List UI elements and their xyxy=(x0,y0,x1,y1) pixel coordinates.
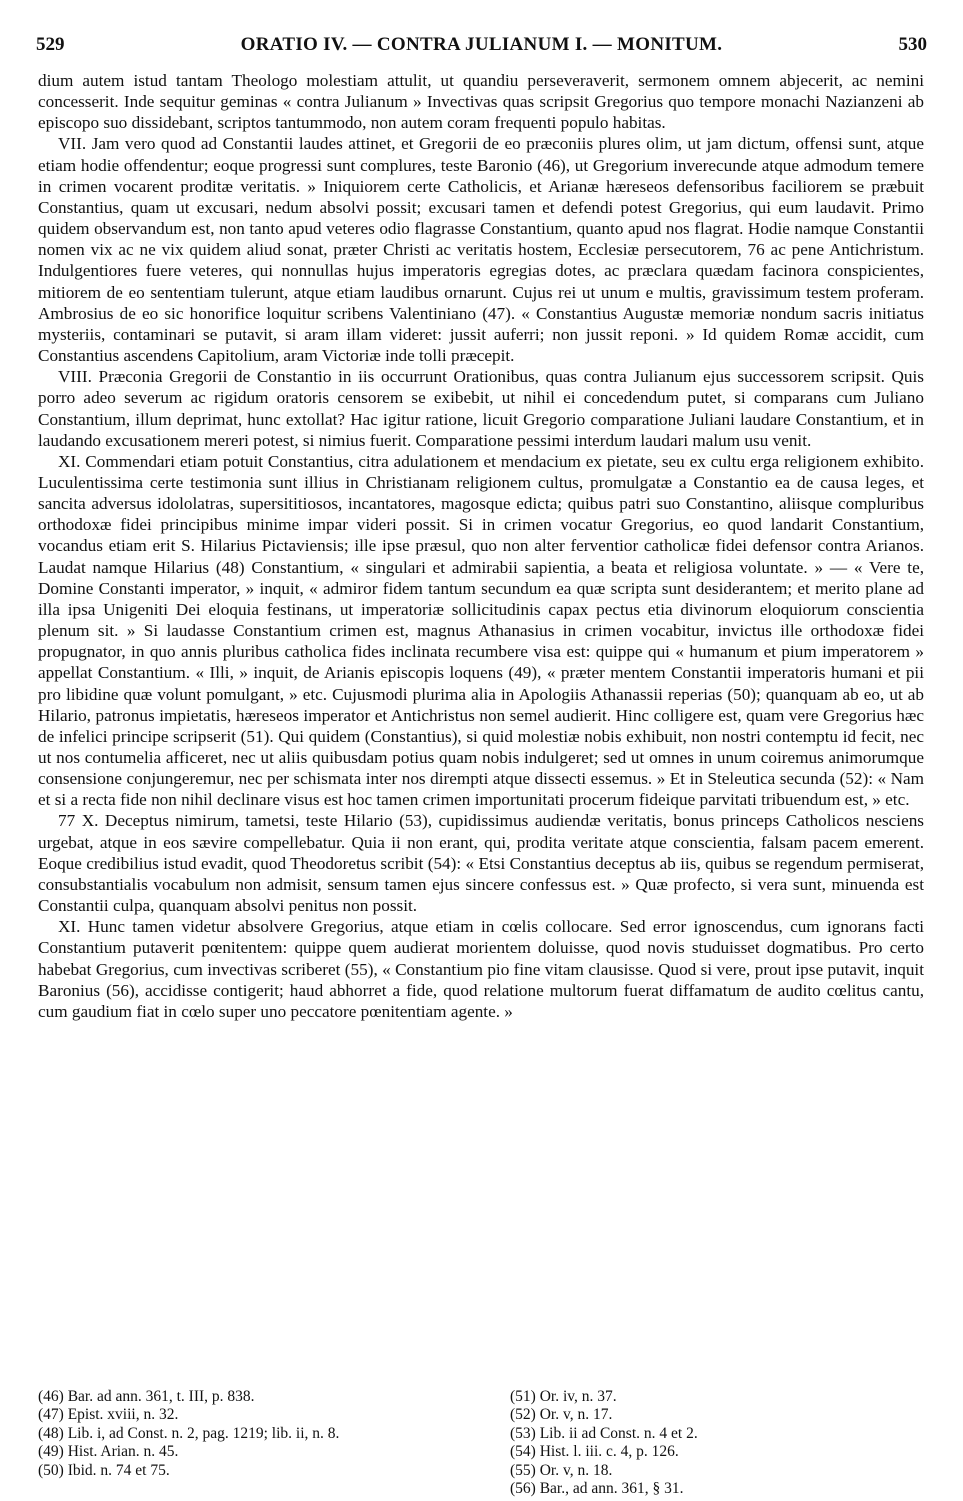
running-title: ORATIO IV. — CONTRA JULIANUM I. — MONITUM. xyxy=(240,34,723,55)
footnote: (56) Bar., ad ann. 361, § 31. xyxy=(510,1480,684,1498)
paragraph: VIII. Præconia Gregorii de Constantio in iis occurrunt Orationibus, quas contra Julianum ejus successorem scripsit. Quis porro adeo severum ac rigidum oratoris censorem se exibebit, ut nihil ei concedendum putet, si comparans cum Juliano Constantium, illum deprimat, hunc extollat? Hac igitur ratione, licuit Gregorio comparatione Juliani laudare Constantium, et in laudando excusationem mereri potest, si nimius fuerit. Comparatione pessimi interdum laudari malum usu venit. xyxy=(38,367,924,450)
paragraph: dium autem istud tantam Theologo molestiam attulit, ut quandiu perseveraverit, sermonem omnem abjecerit, ac nemini concesserit. Inde sequitur geminas « contra Julianum » Invectivas quas scripsit Gregorius quo tempore monachi Nazianzeni ab episcopo suo dissidebant, scriptos tantummodo, non autem coram frequenti populo habitas. xyxy=(38,71,924,133)
footnote: (53) Lib. ii ad Const. n. 4 et 2. xyxy=(510,1424,698,1442)
main-text xyxy=(38,70,924,1022)
footnote: (51) Or. iv, n. 37. xyxy=(510,1388,617,1405)
page-header xyxy=(36,34,927,58)
footnote: (46) Bar. ad ann. 361, t. III, p. 838. xyxy=(38,1388,255,1405)
footnotes-right-column xyxy=(510,1388,924,1498)
paragraph: XI. Commendari etiam potuit Constantius, citra adulationem et mendacium ex pietate, seu ex cultu erga religionem exhibito. Luculentissima certe testimonia sunt illius in Christianam religionem cultus, promulgatæ a Constantio ea de causa leges, et sancita adversus idololatras, supersititiosos, incantatores, magosque edicta; quibus patri suo Constantino, aliisque compluribus orthodoxæ fidei principibus minime impar videri possit. Si in crimen vocatur Gregorius, eo quod landarit Constantium, vocandus etiam erit S. Hilarius Pictaviensis; ille ipse præsul, quo non alter ferventior catholicæ fidei defensor contra Arianos. Laudat namque Hilarius (48) Constantium, « singulari et admirabii sapientia, a beata et religiosa voluntate. » — « Vere te, Domine Constanti imperator, » inquit, « admiror fidem tantum secundum ea quæ scripta sunt desiderantem; et merito plane ad illa ipsa Unigeniti Dei eloquia festinans, ut imperatoriæ sollicitudinis capax pectus etia divinorum eloquiorum conscientia plenum sit. » Si laudasse Constantium crimen est, magnus Athanasius in crimen vocabitur, invictus ille orthodoxæ fidei propugnator, in quo annis pluribus catholica fides inclinata recumbere visa est: quippe qui « humanum et pium imperatorem » appellat Constantium. « Illi, » inquit, de Arianis episcopis loquens (49), « præter mentem Constantii imperatoris humani et pii pro libidine quæ volunt pomulgant, » etc. Cujusmodi plurima alia in Apologiis Athanassii reperias (50); quanquam ab eo, ut ab Hilario, patronus impietatis, hæreseos imperator et Antichristus non semel audierit. Hinc colligere est, quam vere Gregorius hæc de infelici principe scripserit (51). Qui quidem (Constantius), si quid molestiæ nobis exhibuit, non nostri contemptu id fecit, nec ut nos contumelia afficeret, nec ut aliis quibusdam potius quam nobis indulgeret; sed ut omnes in unum coiremus animorumque consensione conjungeremur, nec per schismata inter nos dirempti atque dissecti essemus. » Et in Steleutica secunda (52): « Nam et si a recta fide non nihil declinare visus est hoc tamen crimen importunitati procerum fideique parvitati tribuendum est, » etc. xyxy=(38,451,924,810)
footnote: (54) Hist. l. iii. c. 4, p. 126. xyxy=(510,1443,679,1461)
footnote: (50) Ibid. n. 74 et 75. xyxy=(38,1461,170,1479)
page-number-left: 529 xyxy=(36,34,65,55)
page-number-right: 530 xyxy=(898,34,927,55)
footnote: (49) Hist. Arian. n. 45. xyxy=(38,1443,179,1461)
paragraph: XI. Hunc tamen videtur absolvere Gregorius, atque etiam in cœlis collocare. Sed error ignoscendus, cum ignorans facti Constantium putaverit pœnitentem: quippe quem audierat morientem doluisse, quod novis studuisset dogmatibus. Pro certo habebat Gregorius, cum invectivas scriberet (55), « Constantium pio fine vitam clausisse. Quod si vere, prout ipse putavit, inquit Baronius (56), accidisse contigerit; haud abhorret a fide, quod relatione multorum fuerat diffamatum de audito cœlitus cantu, cum gaudium fiat in cœlo super uno peccatore pœnitentiam agente. » xyxy=(38,917,924,1021)
footnotes-left-column xyxy=(38,1388,478,1480)
paragraph: 77 X. Deceptus nimirum, tametsi, teste Hilario (53), cupidissimus audiendæ veritatis, bonus princeps Catholicos nesciens urgebat, atque in eos sævire compellebatur. Quia ii non erant, qui, prodita veritate atque conscientia, falsam pacem emerent. Eoque credibilius istud evadit, quod Theodoretus scribit (54): « Etsi Constantius deceptus ab iis, quibus se regendum permiserat, consubstantialis vocabulum non admisit, sensum tamen ejus sincere confessus est. » Quæ profecto, si vera sunt, minuenda est Constantii culpa, quanquam absolvi penitus non possit. xyxy=(38,811,924,916)
footnote: (48) Lib. i, ad Const. n. 2, pag. 1219; lib. ii, n. 8. xyxy=(38,1424,340,1442)
footnote: (55) Or. v, n. 18. xyxy=(510,1461,613,1479)
paragraph: VII. Jam vero quod ad Constantii laudes attinet, et Gregorii de eo præconiis plures olim, ut jam dictum, offensi sunt, atque etiam hodie offendentur; eoque progressi sunt complures, teste Baronio (46), ut Gregorium inverecunde atque admodum temere in crimen vocarent proditæ veritatis. » Iniquiorem certe Catholicis, et Arianæ hæreseos defensoribus faciliorem se præbuit Constantius, quam ut excusari, nedum absolvi possit; excusari tamen et defendi potest Gregorius, qui eum laudavit. Primo quidem observandum est, non tanto apud veteres odio flagrasse Constantium, quanto apud nos flagrat. Hodie namque Constantii nomen vix ac ne vix quidem aliud sonat, præter Christi ac veritatis hostem, Ecclesiæ persecutorem, 76 ac pene Antichristum. Indulgentiores fuere veteres, qui nonnullas hujus imperatoris egregias dotes, ac præclara quædam facinora conspicientes, mitiorem de eo sententiam tulerunt, atque etiam laudibus ornarunt. Cujus rei ut unum e multis, gravissimum testem proferam. Ambrosius de eo sic honorifice loquitur scribens Valentiniano (47). « Constantius Augustæ memoriæ nondum sacris initiatus mysteriis, contaminari se putavit, si aram illam videret: jussit auferri; non jussit reponi. » Id quidem Romæ accidit, cum Constantius ascendens Capitolium, aram Victoriæ inde tolli præcepit. xyxy=(38,134,924,366)
footnote: (47) Epist. xviii, n. 32. xyxy=(38,1406,179,1424)
footnote: (52) Or. v, n. 17. xyxy=(510,1406,613,1424)
